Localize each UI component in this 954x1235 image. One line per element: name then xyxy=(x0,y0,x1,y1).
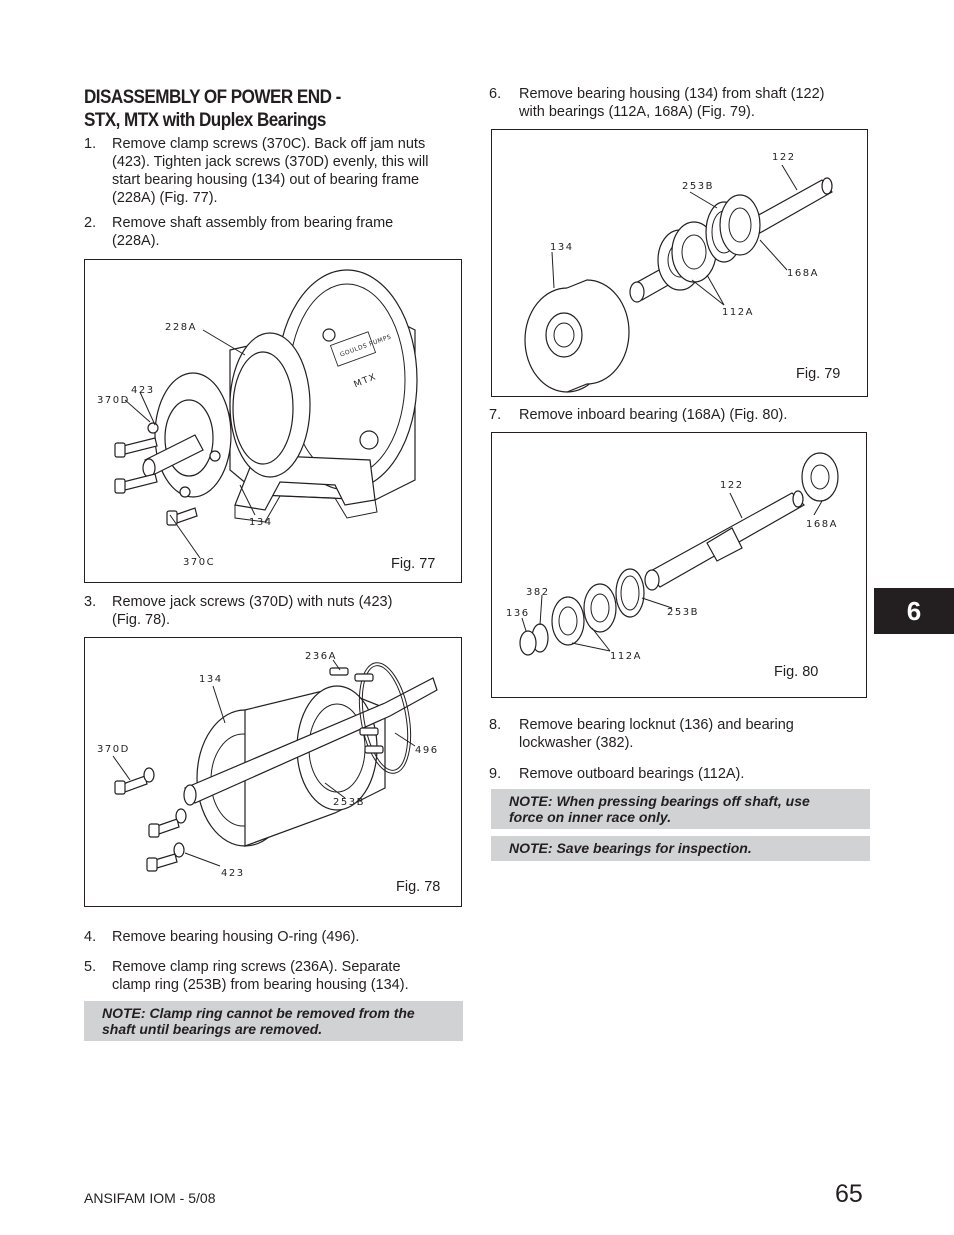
locknut xyxy=(520,631,536,655)
step-text-line: Remove bearing housing (134) from shaft (122) xyxy=(519,86,825,102)
step-number: 3. xyxy=(84,594,97,610)
label-236a: 236A xyxy=(305,651,337,662)
figure-78 xyxy=(84,637,462,907)
step-5 xyxy=(84,958,464,994)
label-496: 496 xyxy=(415,745,439,756)
step-2 xyxy=(84,214,464,250)
step-text-line: Remove bearing housing O-ring (496). xyxy=(112,929,360,945)
heading-line-1: DISASSEMBLY OF POWER END - xyxy=(84,87,341,108)
step-9 xyxy=(489,765,869,783)
brand-plate: GOULDS PUMPS xyxy=(339,333,393,359)
step-6 xyxy=(489,85,869,121)
figure-caption: Fig. 79 xyxy=(796,366,841,382)
step-3 xyxy=(84,593,464,629)
note-save-bearings xyxy=(491,836,870,861)
step-number: 2. xyxy=(84,215,97,231)
label-423: 423 xyxy=(221,868,245,879)
step-4 xyxy=(84,928,464,946)
label-253b: 253B xyxy=(682,181,714,192)
figure-79 xyxy=(491,129,868,397)
label-382: 382 xyxy=(526,587,550,598)
step-text-line: (228A). xyxy=(112,233,160,249)
model-label: MTX xyxy=(352,371,379,391)
step-text-line: Remove inboard bearing (168A) (Fig. 80). xyxy=(519,407,788,423)
label-228a: 228A xyxy=(165,322,197,333)
label-122: 122 xyxy=(720,480,744,491)
page-number: 65 xyxy=(835,1180,863,1208)
figure-caption: Fig. 77 xyxy=(391,556,436,572)
figure-80-drawing xyxy=(492,433,868,699)
figure-77 xyxy=(84,259,462,583)
note-clamp-ring xyxy=(84,1001,463,1041)
note-pressing-bearings xyxy=(491,789,870,829)
label-168a: 168A xyxy=(787,268,819,279)
section-tab: 6 xyxy=(874,588,954,634)
step-number: 5. xyxy=(84,959,97,975)
label-122: 122 xyxy=(772,152,796,163)
step-text-line: Remove bearing locknut (136) and bearing xyxy=(519,717,794,733)
outboard-bearing xyxy=(584,584,616,632)
step-8 xyxy=(489,716,869,752)
figure-caption: Fig. 78 xyxy=(396,879,441,895)
label-370c: 370C xyxy=(183,557,216,568)
step-text-line: with bearings (112A, 168A) (Fig. 79). xyxy=(519,104,755,120)
step-number: 6. xyxy=(489,86,502,102)
inboard-bearing xyxy=(720,195,760,255)
step-text-line: Remove outboard bearings (112A). xyxy=(519,766,745,782)
step-text-line: clamp ring (253B) from bearing housing (134). xyxy=(112,977,409,993)
note-line: NOTE: Clamp ring cannot be removed from the xyxy=(102,1005,415,1021)
note-line: NOTE: When pressing bearings off shaft, use xyxy=(509,793,810,809)
figure-77-drawing xyxy=(85,260,463,584)
label-168a: 168A xyxy=(806,519,838,530)
label-253b: 253B xyxy=(333,797,365,808)
step-text-line: Remove shaft assembly from bearing frame xyxy=(112,215,394,231)
heading-line-2: STX, MTX with Duplex Bearings xyxy=(84,110,326,131)
figure-78-drawing xyxy=(85,638,463,908)
label-136: 136 xyxy=(506,608,530,619)
label-134: 134 xyxy=(249,517,273,528)
step-number: 9. xyxy=(489,766,502,782)
note-line: force on inner race only. xyxy=(509,809,672,825)
label-370d: 370D xyxy=(97,744,130,755)
label-134: 134 xyxy=(550,242,574,253)
figure-80 xyxy=(491,432,867,698)
step-number: 7. xyxy=(489,407,502,423)
label-253b: 253B xyxy=(667,607,699,618)
section-heading xyxy=(84,86,426,132)
step-text-line: Remove clamp ring screws (236A). Separate xyxy=(112,959,401,975)
step-number: 4. xyxy=(84,929,97,945)
note-line: shaft until bearings are removed. xyxy=(102,1021,323,1037)
label-112a: 112A xyxy=(722,307,754,318)
label-134: 134 xyxy=(199,674,223,685)
footer-document-id: ANSIFAM IOM - 5/08 xyxy=(84,1190,216,1206)
step-text-line: (228A) (Fig. 77). xyxy=(112,190,218,206)
step-text-line: (Fig. 78). xyxy=(112,612,171,628)
label-423: 423 xyxy=(131,385,155,396)
step-text-line: Remove clamp screws (370C). Back off jam nuts xyxy=(112,136,426,152)
label-112a: 112A xyxy=(610,651,642,662)
step-text-line: lockwasher (382). xyxy=(519,735,634,751)
note-line: NOTE: Save bearings for inspection. xyxy=(509,840,752,856)
inboard-bearing xyxy=(802,453,838,501)
step-7 xyxy=(489,406,869,424)
step-number: 1. xyxy=(84,136,97,152)
figure-79-drawing xyxy=(492,130,869,398)
step-text-line: (423). Tighten jack screws (370D) evenly, this will xyxy=(112,154,429,170)
label-370d: 370D xyxy=(97,395,130,406)
step-text-line: start bearing housing (134) out of bearing frame xyxy=(112,172,420,188)
step-number: 8. xyxy=(489,717,502,733)
step-1 xyxy=(84,135,464,207)
step-text-line: Remove jack screws (370D) with nuts (423) xyxy=(112,594,393,610)
figure-caption: Fig. 80 xyxy=(774,664,819,680)
